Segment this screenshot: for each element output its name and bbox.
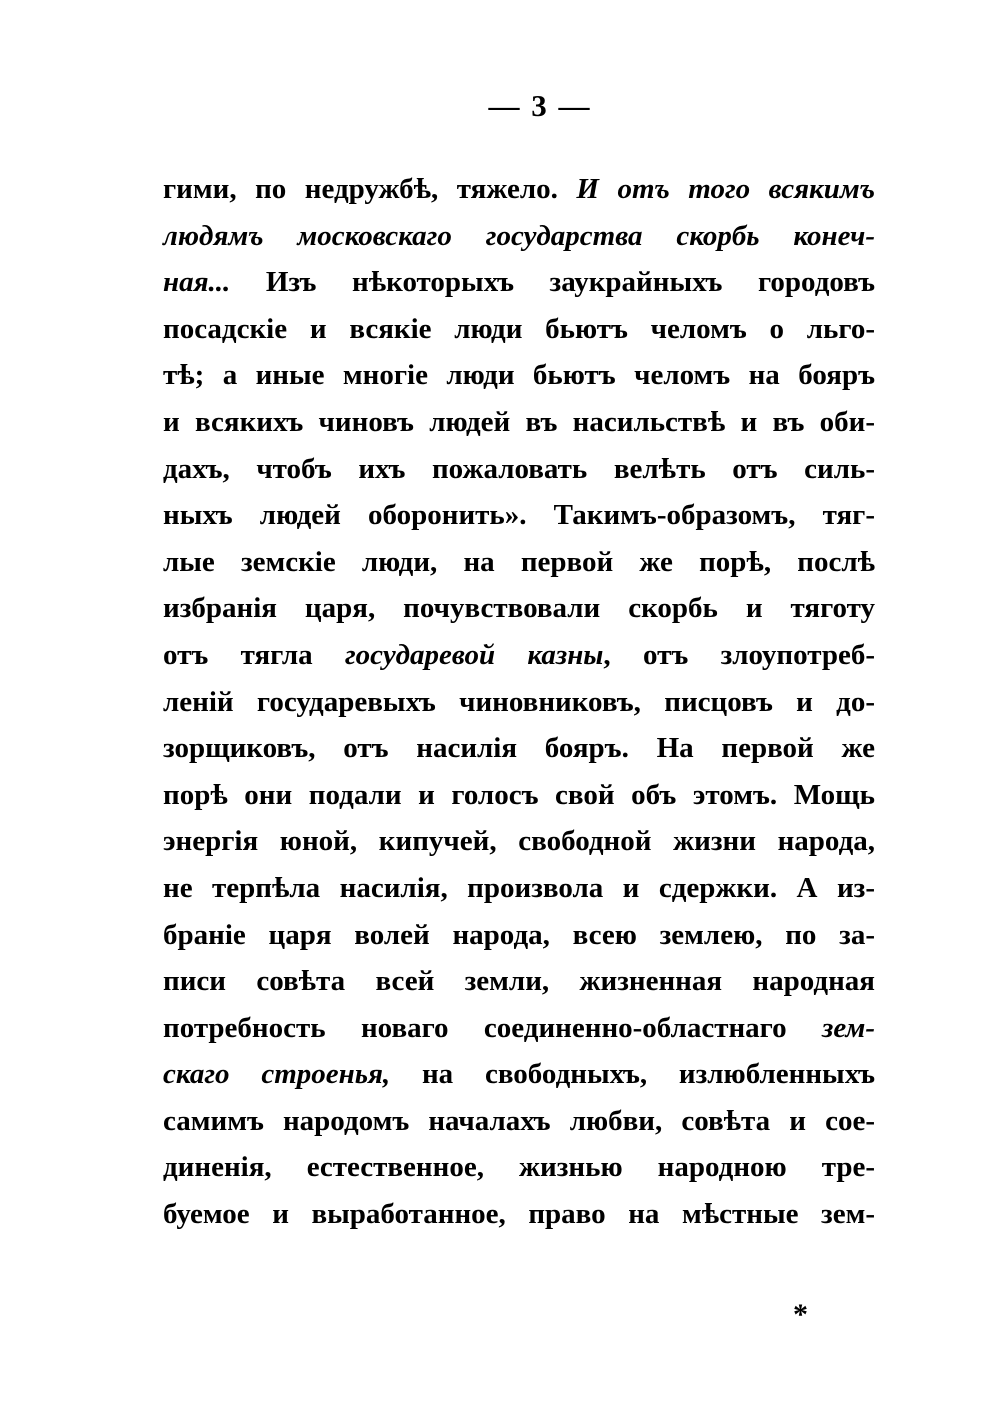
text-segment: Изъ нѣкоторыхъ заукрайныхъ городовъ [230, 266, 875, 299]
text-segment: людямъ московскаго государства скорбь конеч- [163, 219, 875, 252]
text-segment: самимъ народомъ началахъ любви, совѣта и сое- [163, 1104, 875, 1137]
text-line [163, 725, 875, 772]
text-segment: И отъ того всякимъ [576, 173, 875, 205]
text-line [163, 632, 875, 679]
text-line [163, 1051, 875, 1098]
text-segment: порѣ они подали и голосъ свой объ этомъ. Мощь [163, 778, 875, 811]
text-line [163, 446, 875, 493]
text-segment: дахъ, чтобъ ихъ пожаловать велѣть отъ силь- [163, 452, 875, 485]
body-text [163, 166, 875, 1238]
signature-mark: * [793, 1298, 808, 1331]
text-line [163, 539, 875, 586]
text-segment: энергія юной, кипучей, свободной жизни народа, [163, 825, 875, 858]
text-segment: гими, по недружбѣ, тяжело. [163, 173, 577, 205]
text-line [163, 1144, 875, 1191]
text-segment: леній государевыхъ чиновниковъ, писцовъ и до- [163, 685, 875, 718]
text-segment: , отъ злоупотреб- [603, 638, 875, 671]
text-line [163, 912, 875, 959]
text-segment: писи совѣта всей земли, жизненная народная [163, 965, 875, 998]
text-segment: диненія, естественное, жизнью народною тре- [163, 1151, 875, 1184]
text-line [163, 1098, 875, 1145]
text-segment: отъ тягла [163, 638, 345, 671]
page-number: — 3 — [488, 88, 592, 123]
text-segment: потребность новаго соединенно-областнаго [163, 1011, 822, 1044]
text-segment: ная... [163, 266, 231, 299]
text-segment: буемое и выработанное, право на мѣстные зем- [163, 1198, 875, 1231]
text-segment: зем- [822, 1011, 875, 1044]
text-line [163, 399, 875, 446]
text-line [163, 492, 875, 539]
text-segment: не терпѣла насилія, произвола и сдержки. А из- [163, 871, 875, 904]
text-segment: посадскіе и всякіе люди бьютъ челомъ о льго- [163, 312, 875, 345]
text-line [163, 166, 875, 213]
text-line [163, 259, 875, 306]
text-segment: и всякихъ чиновъ людей въ насильствѣ и въ оби- [163, 405, 875, 438]
text-line [163, 865, 875, 912]
text-line [163, 958, 875, 1005]
text-segment: скаго строенья, [163, 1058, 391, 1091]
text-segment: зорщиковъ, отъ насилія бояръ. На первой же [163, 732, 875, 765]
text-line [163, 818, 875, 865]
text-segment: ныхъ людей оборонить». Такимъ-образомъ, тяг- [163, 499, 875, 532]
text-segment: на свободныхъ, излюбленныхъ [390, 1058, 875, 1091]
text-line [163, 585, 875, 632]
text-line [163, 679, 875, 726]
text-segment: браніе царя волей народа, всею землею, по за- [163, 918, 875, 951]
text-segment: избранія царя, почувствовали скорбь и тяготу [163, 592, 875, 625]
text-line [163, 352, 875, 399]
text-line [163, 1005, 875, 1052]
text-segment: государевой казны [344, 638, 604, 671]
text-line [163, 1191, 875, 1238]
text-line [163, 306, 875, 353]
text-line [163, 772, 875, 819]
text-segment: тѣ; а иные многіе люди бьютъ челомъ на бояръ [163, 359, 875, 392]
text-line [163, 213, 875, 260]
text-segment: лые земскіе люди, на первой же порѣ, послѣ [163, 545, 875, 578]
